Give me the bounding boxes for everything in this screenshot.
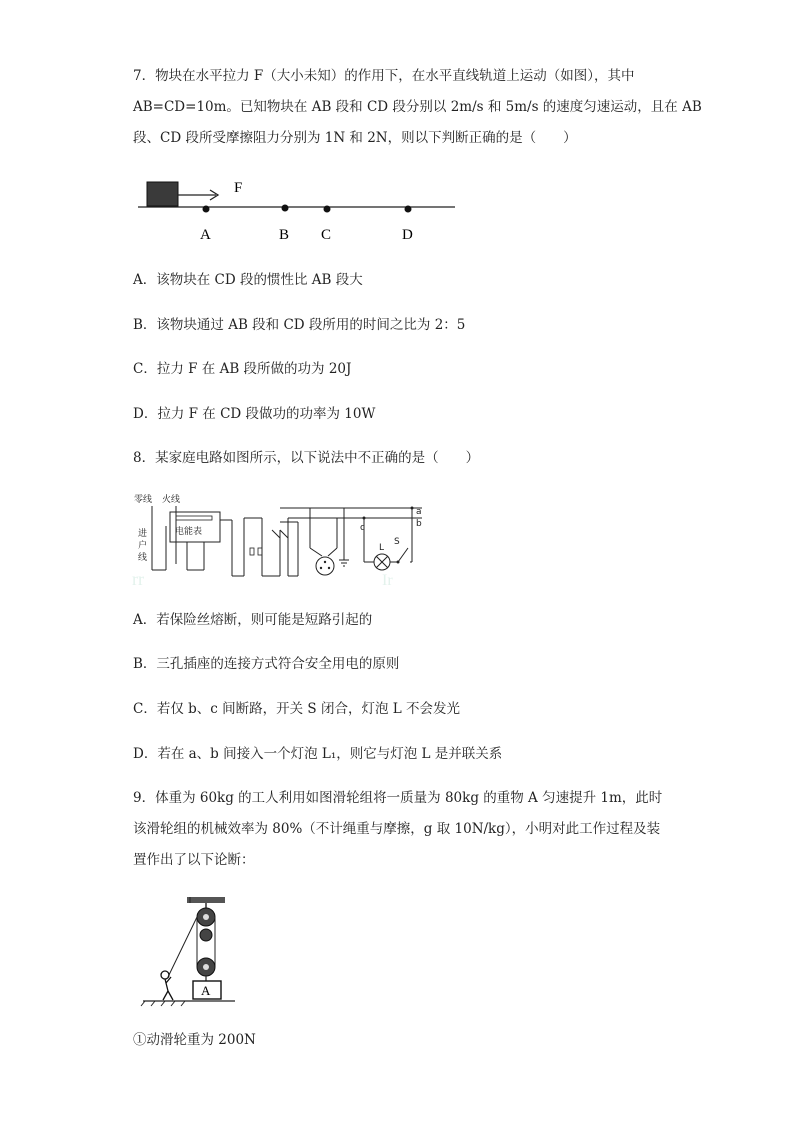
q8-circuit-figure bbox=[132, 490, 442, 590]
point-b-dot bbox=[282, 205, 289, 212]
neutral-label: 零线 bbox=[134, 495, 153, 505]
q9-stem-line3: 置作出了以下论断： bbox=[133, 852, 255, 868]
point-d-label: D bbox=[402, 227, 413, 243]
incoming-char-1: 进 bbox=[138, 529, 148, 539]
q9-stem-line2: 该滑轮组的机械效率为 80%（不计绳重与摩擦，g 取 10N/kg），小明对此工作过程及装 bbox=[133, 821, 661, 837]
q8-option-c: C．若仅 b、c 间断路，开关 S 闭合，灯泡 L 不会发光 bbox=[133, 701, 460, 717]
point-a-dot bbox=[203, 206, 210, 213]
wire-b-label: b bbox=[416, 519, 422, 529]
q7-option-a: A．该物块在 CD 段的惯性比 AB 段大 bbox=[133, 272, 363, 288]
point-a-label: A bbox=[200, 227, 211, 243]
point-c-label: C bbox=[321, 227, 332, 243]
q8-stem: 8．某家庭电路如图所示，以下说法中不正确的是（ ） bbox=[133, 450, 480, 466]
switch-label: S bbox=[394, 537, 400, 547]
q7-stem-line1: 7．物块在水平拉力 F（大小未知）的作用下，在水平直线轨道上运动（如图），其中 bbox=[133, 68, 635, 84]
three-pin-socket bbox=[316, 557, 334, 575]
q8-option-a: A．若保险丝熔断，则可能是短路引起的 bbox=[133, 612, 373, 628]
incoming-char-2: 户 bbox=[138, 541, 148, 551]
block bbox=[147, 182, 178, 206]
q7-option-c: C．拉力 F 在 AB 段所做的功为 20J bbox=[133, 361, 352, 377]
q9-pulley-figure bbox=[135, 895, 245, 1010]
live-label: 火线 bbox=[162, 495, 181, 505]
point-d-dot bbox=[405, 206, 412, 213]
q9-item-1: ①动滑轮重为 200N bbox=[133, 1032, 256, 1048]
point-c-dot bbox=[324, 206, 331, 213]
q7-stem-line3: 段、CD 段所受摩擦阻力分别为 1N 和 2N，则以下判断正确的是（ ） bbox=[133, 130, 577, 146]
q7-track-figure bbox=[130, 172, 470, 247]
point-c-label: c bbox=[360, 523, 365, 533]
force-label: F bbox=[234, 180, 243, 196]
lamp-label: L bbox=[379, 543, 385, 553]
q8-option-d: D．若在 a、b 间接入一个灯泡 L₁，则它与灯泡 L 是并联关系 bbox=[133, 746, 503, 762]
wire-a-label: a bbox=[416, 507, 422, 517]
q8-option-b: B．三孔插座的连接方式符合安全用电的原则 bbox=[133, 656, 400, 672]
point-b-label: B bbox=[279, 227, 290, 243]
q7-stem-line2: AB=CD=10m。已知物块在 AB 段和 CD 段分别以 2m/s 和 5m/s 的速度匀速运动，且在 AB bbox=[133, 99, 702, 115]
incoming-char-3: 线 bbox=[138, 553, 148, 563]
q7-option-b: B．该物块通过 AB 段和 CD 段所用的时间之比为 2：5 bbox=[133, 317, 466, 333]
worker bbox=[161, 971, 169, 979]
q7-option-d: D．拉力 F 在 CD 段做功的功率为 10W bbox=[133, 406, 376, 422]
weight-a-label: A bbox=[201, 983, 211, 998]
svg-text:rr: rr bbox=[132, 569, 144, 589]
svg-text:Ir: Ir bbox=[382, 572, 393, 589]
meter-label: 电能表 bbox=[175, 527, 203, 537]
q9-stem-line1: 9．体重为 60kg 的工人利用如图滑轮组将一质量为 80kg 的重物 A 匀速提升 1m，此时 bbox=[133, 790, 663, 806]
